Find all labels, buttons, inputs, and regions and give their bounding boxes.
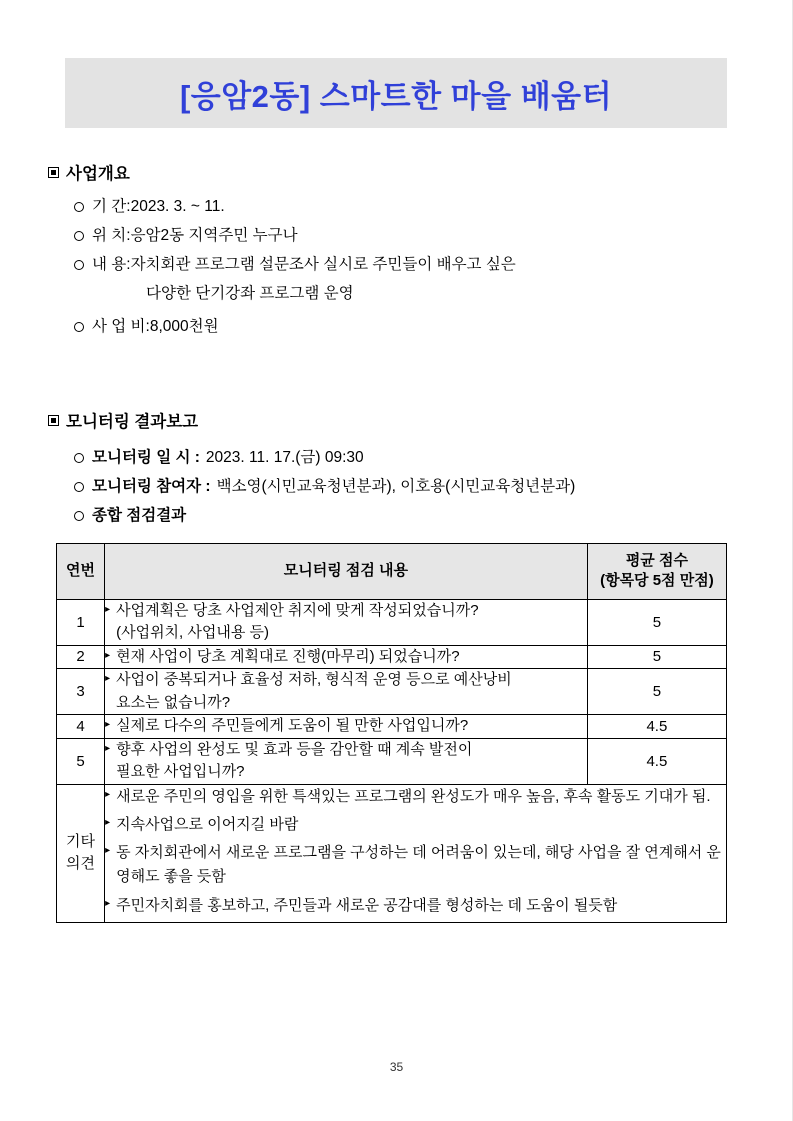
row-content-line: 필요한 사업입니까? — [116, 763, 245, 780]
etc-comment-text: 지속사업으로 이어지길 바람 — [116, 815, 299, 833]
list-item — [74, 195, 516, 219]
overview-item-2-value: 자치회관 프로그램 설문조사 실시로 주민들이 배우고 싶은 — [130, 256, 516, 274]
list-item — [74, 315, 516, 339]
row-score: 5 — [587, 669, 726, 715]
section-heading-overview — [48, 160, 516, 184]
section-overview-title: 사업개요 — [66, 165, 130, 183]
page-number: 35 — [389, 1060, 404, 1074]
etc-comment-item — [105, 785, 726, 809]
row-content-line: 사업계획은 당초 사업제안 취지에 맞게 작성되었습니까? — [116, 601, 479, 619]
overview-item-3-sep: : — [145, 318, 150, 336]
section-overview — [48, 160, 516, 344]
table-row — [57, 645, 727, 669]
row-content-line: (사업위치, 사업내용 등) — [116, 624, 269, 641]
row-score: 4.5 — [587, 738, 726, 784]
list-item — [74, 224, 516, 248]
circle-bullet-icon — [74, 322, 84, 332]
row-content-line: 사업이 중복되거나 효율성 저하, 형식적 운영 등으로 예산낭비 — [116, 671, 512, 688]
overview-item-0-value: 2023. 3. ~ 11. — [130, 198, 225, 215]
row-score: 5 — [587, 645, 726, 669]
etc-label-line1: 기타 — [66, 833, 96, 851]
overview-item-1-value: 응암2동 지역주민 누구나 — [130, 227, 298, 245]
table-row-etc — [57, 784, 727, 922]
overview-content-continuation: 다양한 단기강좌 프로그램 운영 — [146, 285, 354, 303]
row-content — [105, 715, 588, 739]
table-header-score-line2: (항목당 5점 만점) — [600, 572, 714, 590]
table-header-content: 모니터링 점검 내용 — [105, 544, 588, 600]
monitoring-datetime-label: 모니터링 일 시 : — [92, 449, 200, 466]
overview-item-3-value: 8,000천원 — [149, 318, 219, 336]
overview-item-0-sep: : — [126, 198, 131, 215]
etc-comment-text: 주민자치회를 홍보하고, 주민들과 새로운 공감대를 형성하는 데 도움이 될듯함 — [116, 896, 618, 914]
table-row — [57, 715, 727, 739]
title-banner — [65, 58, 727, 128]
circle-bullet-icon — [74, 453, 84, 463]
triangle-bullet-icon: ▸ — [105, 649, 111, 661]
etc-comments — [105, 784, 727, 922]
row-content — [105, 599, 588, 645]
row-content-line: 현재 사업이 당초 계획대로 진행(마무리) 되었습니까? — [116, 647, 460, 665]
row-score: 5 — [587, 599, 726, 645]
etc-comment-item — [105, 841, 726, 890]
section-marker-icon — [48, 415, 59, 426]
section-monitoring — [48, 408, 575, 533]
table-header-score — [587, 544, 726, 600]
triangle-bullet-icon: ▸ — [105, 816, 111, 828]
triangle-bullet-icon: ▸ — [105, 845, 111, 857]
table-header-no: 연번 — [57, 544, 105, 600]
row-score: 4.5 — [587, 715, 726, 739]
section-marker-icon — [48, 167, 59, 178]
list-item — [74, 446, 575, 470]
monitoring-results-table — [56, 543, 727, 923]
etc-comment-item — [105, 894, 726, 918]
overview-item-2-sep: : — [126, 256, 131, 274]
triangle-bullet-icon: ▸ — [105, 719, 111, 730]
circle-bullet-icon — [74, 202, 84, 212]
list-item — [74, 504, 575, 528]
circle-bullet-icon — [74, 511, 84, 521]
triangle-bullet-icon: ▸ — [105, 788, 111, 800]
overview-item-1-sep: : — [126, 227, 131, 245]
overview-item-2-label: 내 용 — [92, 256, 127, 274]
etc-label-line2: 의견 — [66, 855, 96, 873]
overview-item-1-label: 위 치 — [92, 227, 127, 245]
list-item — [74, 253, 516, 277]
circle-bullet-icon — [74, 482, 84, 492]
circle-bullet-icon — [74, 260, 84, 270]
row-content — [105, 645, 588, 669]
etc-comment-text: 새로운 주민의 영입을 위한 특색있는 프로그램의 완성도가 매우 높음, 후속 활동도 기대가 됨. — [116, 787, 711, 805]
row-content — [105, 669, 588, 715]
triangle-bullet-icon: ▸ — [105, 603, 111, 615]
triangle-bullet-icon: ▸ — [105, 742, 111, 754]
row-no: 2 — [57, 645, 105, 669]
table-row — [57, 669, 727, 715]
row-no: 5 — [57, 738, 105, 784]
row-content-line: 실제로 다수의 주민들에게 도움이 될 만한 사업입니까? — [116, 717, 469, 734]
section-monitoring-title: 모니터링 결과보고 — [66, 413, 199, 431]
row-content-line: 향후 사업의 완성도 및 효과 등을 감안할 때 계속 발전이 — [116, 740, 473, 758]
section-heading-monitoring — [48, 408, 575, 432]
monitoring-results-table-wrap — [56, 543, 727, 923]
table-row — [57, 738, 727, 784]
table-header-score-line1: 평균 점수 — [625, 552, 688, 569]
row-no: 4 — [57, 715, 105, 739]
monitoring-participants-value: 백소영(시민교육청년분과), 이호용(시민교육청년분과) — [216, 478, 576, 496]
page-title: [응암2동] 스마트한 마을 배움터 — [179, 78, 613, 114]
triangle-bullet-icon: ▸ — [105, 673, 111, 684]
table-row — [57, 599, 727, 645]
triangle-bullet-icon: ▸ — [105, 897, 111, 909]
etc-label — [57, 784, 105, 922]
overview-item-0-label: 기 간 — [92, 198, 127, 215]
row-no: 1 — [57, 599, 105, 645]
circle-bullet-icon — [74, 231, 84, 241]
list-item — [74, 475, 575, 499]
monitoring-result-heading: 종합 점검결과 — [92, 507, 187, 525]
monitoring-list — [48, 446, 575, 528]
table-header-row — [57, 544, 727, 600]
etc-comment-item — [105, 813, 726, 837]
overview-list — [48, 195, 516, 339]
monitoring-datetime-value: 2023. 11. 17.(금) 09:30 — [205, 449, 364, 466]
etc-comment-text: 동 자치회관에서 새로운 프로그램을 구성하는 데 어려움이 있는데, 해당 사업을 잘 연계해서 운영해도 좋을 듯함 — [116, 844, 721, 886]
overview-item-3-label: 사 업 비 — [92, 318, 146, 336]
row-content-line: 요소는 없습니까? — [116, 693, 231, 711]
monitoring-participants-label: 모니터링 참여자 : — [92, 478, 211, 496]
row-content — [105, 738, 588, 784]
row-no: 3 — [57, 669, 105, 715]
